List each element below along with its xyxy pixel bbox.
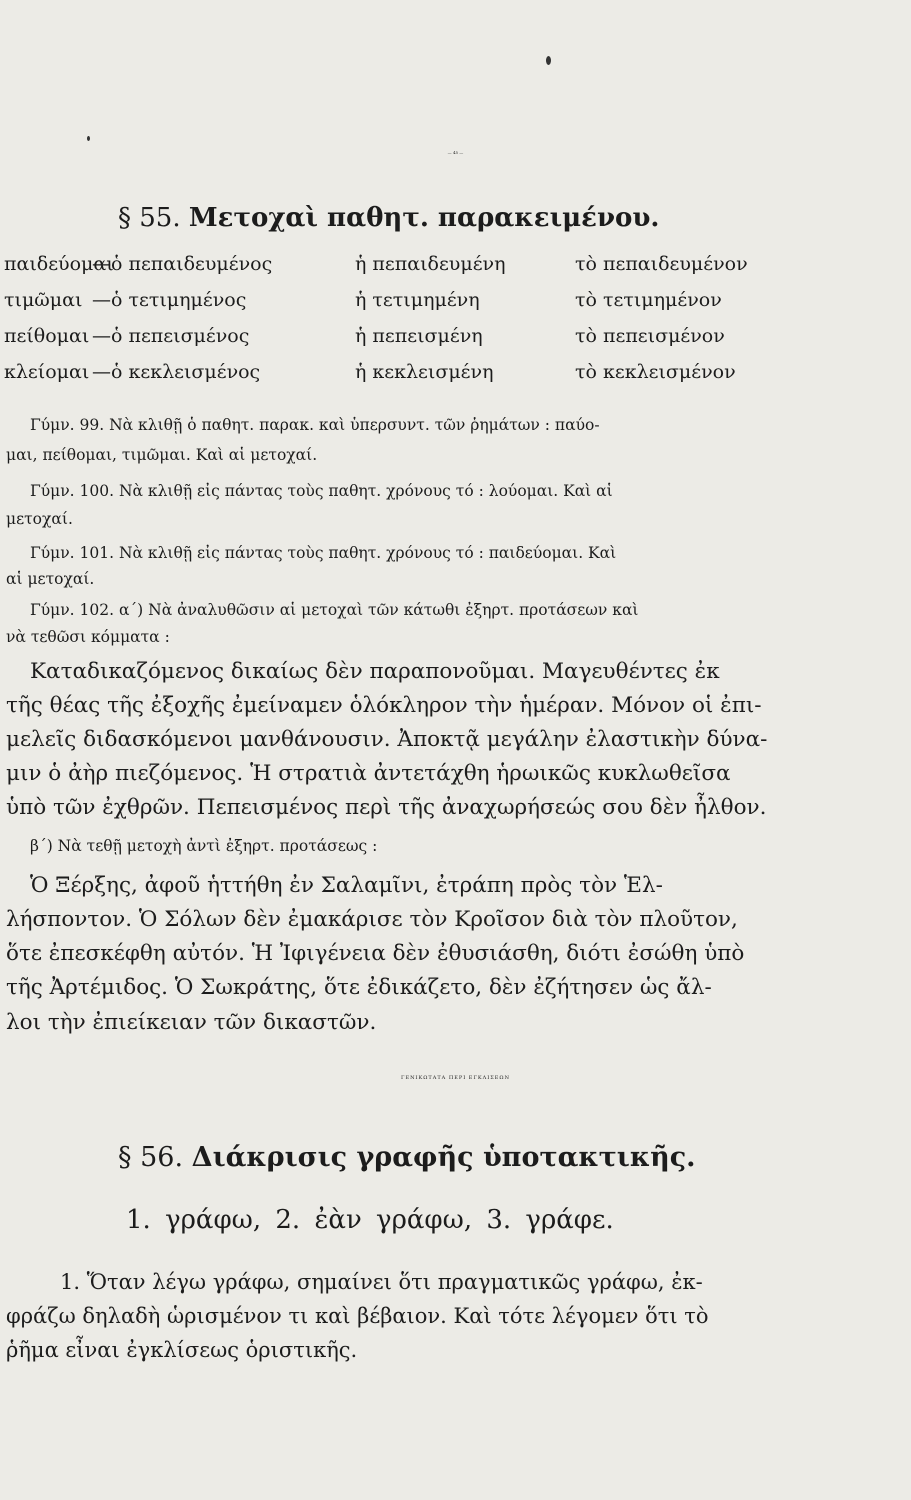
paragraph-line: 1. Ὅταν λέγω γράφω, σημαίνει ὅτι πραγματικῶς γράφω, ἐκ- [60,1270,703,1294]
table-row [0,289,911,323]
verb-cell: παιδεύομαι [4,253,114,275]
passage-a-line: μελεῖς διδασκόμενοι μανθάνουσιν. Ἀποκτᾷ μεγάλην ἐλαστικὴν δύνα- [6,727,768,752]
paragraph-line: ῥῆμα εἶναι ἐγκλίσεως ὁριστικῆς. [6,1338,358,1362]
exercise-100-line-1: Γύμν. 100. Νὰ κλιθῇ εἰς πάντας τοὺς παθητ. χρόνους τό : λούομαι. Καὶ αἱ [30,482,613,500]
exercise-102-line-2: νὰ τεθῶσι κόμματα : [6,628,170,646]
verb-cell: πείθομαι [4,325,90,347]
section-56-label: § 56. [118,1142,184,1173]
passage-b-line: Ὁ Ξέρξης, ἀφοῦ ἡττήθη ἐν Σαλαμῖνι, ἐτράπη πρὸς τὸν Ἑλ- [30,873,663,898]
verb-cell: τιμῶμαι [4,289,83,311]
table-row [0,253,911,287]
neuter-cell: τὸ κεκλεισμένον [575,361,736,383]
verb-forms-line: 1. γράφω, 2. ἐὰν γράφω, 3. γράφε. [126,1205,614,1235]
table-row [0,361,911,395]
verb-cell: κλείομαι [4,361,90,383]
neuter-cell: τὸ πεπαιδευμένον [575,253,748,275]
exercise-99-line-1: Γύμν. 99. Νὰ κλιθῇ ὁ παθητ. παρακ. καὶ ὑπερσυντ. τῶν ῥημάτων : παύο- [30,416,600,434]
passage-a-line: ὑπὸ τῶν ἐχθρῶν. Πεπεισμένος περὶ τῆς ἀναχωρήσεώς σου δὲν ἦλθον. [6,795,767,820]
ink-speck [87,136,90,141]
ink-speck [546,56,551,65]
passage-b-line: λοι τὴν ἐπιείκειαν τῶν δικαστῶν. [6,1010,377,1035]
passage-a-line: τῆς θέας τῆς ἐξοχῆς ἐμείναμεν ὁλόκληρον τὴν ἡμέραν. Μόνον οἱ ἐπι- [6,693,762,718]
section-55-heading [118,203,659,233]
passage-b-line: τῆς Ἀρτέμιδος. Ὁ Σωκράτης, ὅτε ἐδικάζετο, δὲν ἐζήτησεν ὡς ἄλ- [6,975,712,1000]
masculine-cell: —ὁ πεπεισμένος [92,325,250,347]
feminine-cell: ἡ κεκλεισμένη [355,361,494,383]
feminine-cell: ἡ πεπαιδευμένη [355,253,506,275]
section-55-title: Μετοχαὶ παθητ. παρακειμένου. [188,203,660,233]
paragraph-line: φράζω δηλαδὴ ὡρισμένον τι καὶ βέβαιον. Καὶ τότε λέγομεν ὅτι τὸ [6,1304,709,1328]
exercise-101-line-2: αἱ μετοχαί. [6,570,95,588]
passage-b-line: λήσποντον. Ὁ Σόλων δὲν ἐμακάρισε τὸν Κροῖσον διὰ τὸν πλοῦτον, [6,907,738,932]
passage-a-line: μιν ὁ ἀὴρ πιεζόμενος. Ἡ στρατιὰ ἀντετάχθη ἡρωικῶς κυκλωθεῖσα [6,761,731,786]
instruction-b: β΄) Νὰ τεθῇ μετοχὴ ἀντὶ ἐξηρτ. προτάσεως : [30,837,378,855]
masculine-cell: —ὁ πεπαιδευμένος [92,253,273,275]
moods-heading: ΓΕΝΙΚΩΤΑΤΑ ΠΕΡΙ ΕΓΚΛΙΣΕΩΝ [401,1075,510,1081]
page-number: — 45 — [447,150,464,155]
passage-b-line: ὅτε ἐπεσκέφθη αὐτόν. Ἡ Ἰφιγένεια δὲν ἐθυσιάσθη, διότι ἐσώθη ὑπὸ [6,941,745,966]
exercise-100-line-2: μετοχαί. [6,510,73,528]
masculine-cell: —ὁ κεκλεισμένος [92,361,261,383]
section-55-label: § 55. [118,203,181,233]
exercise-101-line-1: Γύμν. 101. Νὰ κλιθῇ εἰς πάντας τοὺς παθητ. χρόνους τό : παιδεύομαι. Καὶ [30,544,617,562]
exercise-102-line-1: Γύμν. 102. α΄) Νὰ ἀναλυθῶσιν αἱ μετοχαὶ τῶν κάτωθι ἐξηρτ. προτάσεων καὶ [30,601,639,619]
table-row [0,325,911,359]
feminine-cell: ἡ τετιμημένη [355,289,480,311]
section-56-title: Διάκρισις γραφῆς ὑποτακτικῆς. [191,1142,696,1173]
neuter-cell: τὸ πεπεισμένον [575,325,725,347]
section-56-heading [118,1142,696,1173]
masculine-cell: —ὁ τετιμημένος [92,289,247,311]
exercise-99-line-2: μαι, πείθομαι, τιμῶμαι. Καὶ αἱ μετοχαί. [6,446,318,464]
feminine-cell: ἡ πεπεισμένη [355,325,483,347]
passage-a-line: Καταδικαζόμενος δικαίως δὲν παραπονοῦμαι. Μαγευθέντες ἐκ [30,659,720,684]
neuter-cell: τὸ τετιμημένον [575,289,722,311]
